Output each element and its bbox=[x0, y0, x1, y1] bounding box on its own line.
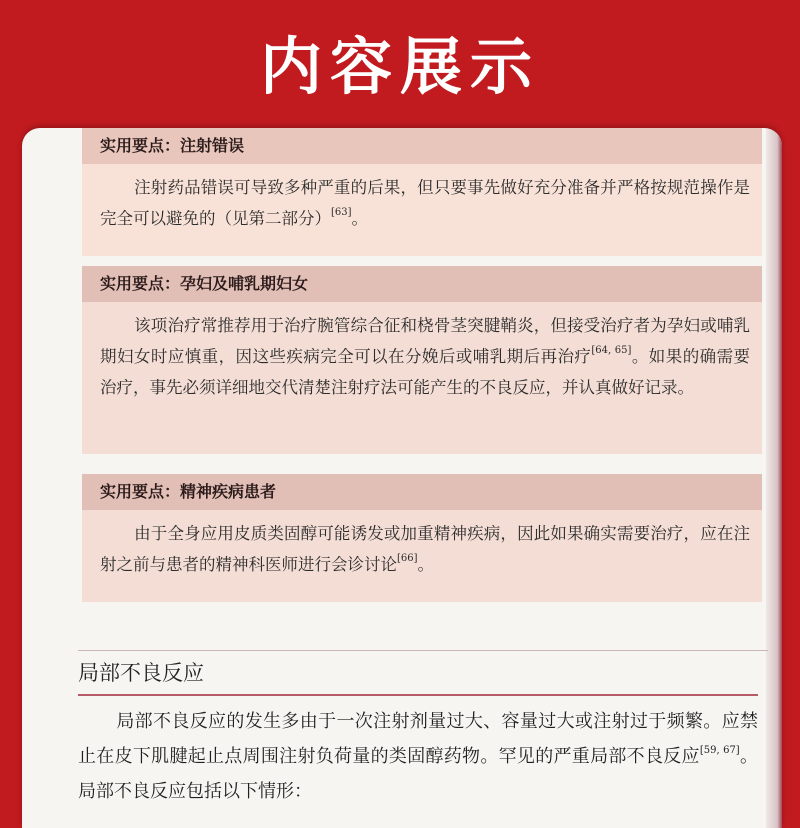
box-text: 该项治疗常推荐用于治疗腕管综合征和桡骨茎突腱鞘炎，但接受治疗者为孕妇或哺乳期妇女时应慎重，因这些疾病完全可以在分娩后或哺乳期后再治疗 bbox=[100, 316, 750, 366]
practical-point-box-psychiatric bbox=[82, 474, 762, 602]
section-heading: 局部不良反应 bbox=[78, 661, 204, 685]
box-text-tail: 。如果的确需要治疗，事先必须详细地交代清楚注射疗法可能产生的不良反应，并认真做好记录。 bbox=[100, 347, 751, 397]
practical-point-box-injection-error bbox=[82, 128, 762, 256]
citation-ref: [64, 65] bbox=[591, 345, 632, 356]
box-body bbox=[82, 302, 762, 454]
citation-ref: [66] bbox=[397, 553, 418, 564]
box-heading: 实用要点：注射错误 bbox=[82, 128, 762, 164]
banner-title: 内容展示 bbox=[259, 30, 540, 103]
citation-ref: [59, 67] bbox=[699, 745, 740, 756]
body-paragraph bbox=[78, 704, 758, 809]
page-edge bbox=[766, 128, 782, 828]
book-page bbox=[22, 128, 782, 828]
practical-point-box-pregnancy bbox=[82, 266, 762, 454]
box-heading: 实用要点：孕妇及哺乳期妇女 bbox=[82, 266, 762, 302]
section-heading-underline bbox=[78, 694, 758, 696]
box-body bbox=[82, 510, 762, 602]
box-text-tail: 。 bbox=[417, 555, 435, 574]
paragraph-text-tail: 。局部不良反应包括以下情形： bbox=[78, 746, 759, 802]
box-text: 由于全身应用皮质类固醇可能诱发或加重精神疾病，因此如果确实需要治疗，应在注射之前与患者的精神科医师进行会诊讨论 bbox=[100, 524, 750, 574]
box-text-tail: 。 bbox=[351, 209, 369, 228]
paragraph-text: 局部不良反应的发生多由于一次注射剂量过大、容量过大或注射过于频繁。应禁止在皮下肌腱起止点周围注射负荷量的类固醇药物。罕见的严重局部不良反应 bbox=[78, 711, 758, 767]
box-body bbox=[82, 164, 762, 256]
citation-ref: [63] bbox=[331, 207, 352, 218]
box-heading: 实用要点：精神疾病患者 bbox=[82, 474, 762, 510]
box-text: 注射药品错误可导致多种严重的后果，但只要事先做好充分准备并严格按规范操作是完全可以避免的（见第二部分） bbox=[100, 178, 750, 228]
section-divider bbox=[78, 650, 768, 651]
